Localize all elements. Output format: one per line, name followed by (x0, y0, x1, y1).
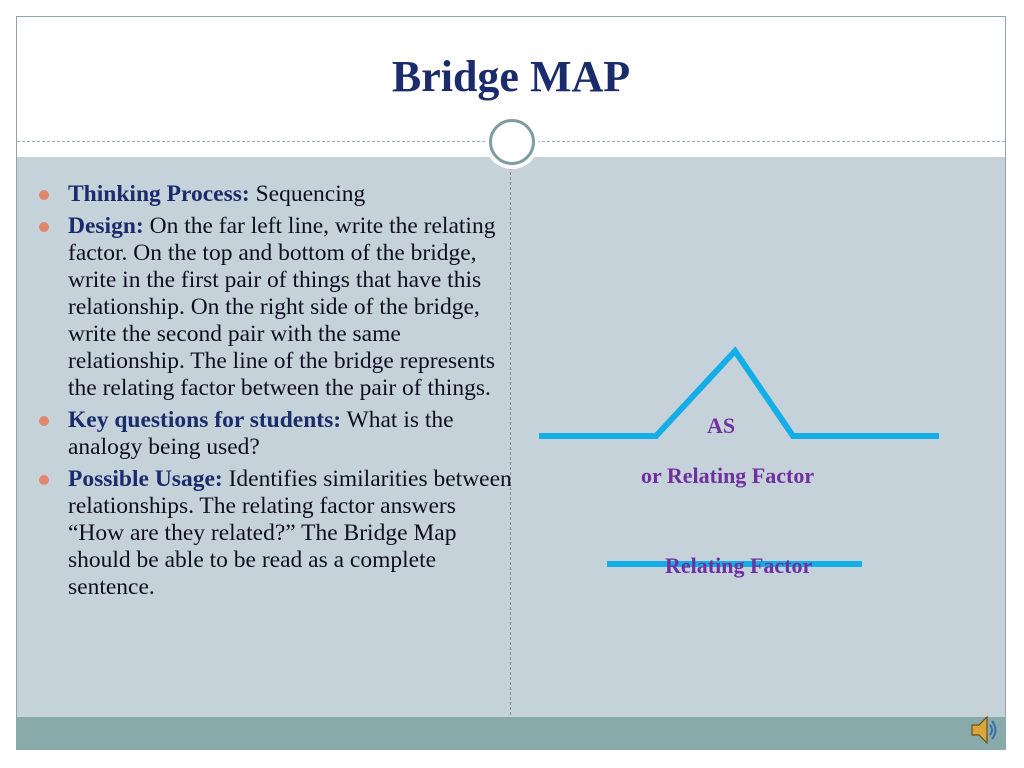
bullet-text: Identifies similarities between relationships. The relating factor answers “How are they related?” The Bridge Map should be able to be read as a complete sentence. (68, 466, 512, 600)
footer-bar (17, 717, 1005, 749)
bullet-label: Possible Usage: (68, 466, 223, 492)
or-relating-factor-label: or Relating Factor (641, 463, 815, 488)
as-label: AS (707, 413, 736, 438)
bullet-thinking-process (37, 181, 515, 208)
relating-factor-label: Relating Factor (665, 553, 813, 578)
bullet-label: Design: (68, 213, 144, 239)
divider-medallion (485, 115, 539, 169)
bullet-text: Sequencing (249, 181, 366, 207)
bullet-dot (39, 222, 49, 232)
bullet-dot (39, 190, 49, 200)
bridge-map-diagram (517, 337, 957, 597)
bullet-possible-usage (37, 466, 515, 601)
bridge-line (539, 351, 939, 436)
bullet-label: Key questions for students: (68, 407, 342, 433)
bullet-label: Thinking Process: (68, 181, 250, 207)
bullet-text: On the far left line, write the relating factor. On the top and bottom of the bridge, write in the first pair of things that have this relationship. On the right side of the bridge, write the second pair with the same relationship. The line of the bridge represents the relating factor between the pair of things. (68, 213, 496, 401)
bullet-key-questions (37, 407, 515, 461)
slide-frame (16, 16, 1006, 750)
bullet-text: What is the analogy being used? (68, 407, 454, 460)
slide-title: Bridge MAP (391, 52, 631, 101)
bullet-design (37, 213, 515, 402)
medallion-ring (489, 119, 535, 165)
bullet-dot (39, 416, 49, 426)
bullet-list (37, 181, 515, 606)
speaker-icon[interactable] (970, 714, 998, 746)
bullet-dot (39, 475, 49, 485)
